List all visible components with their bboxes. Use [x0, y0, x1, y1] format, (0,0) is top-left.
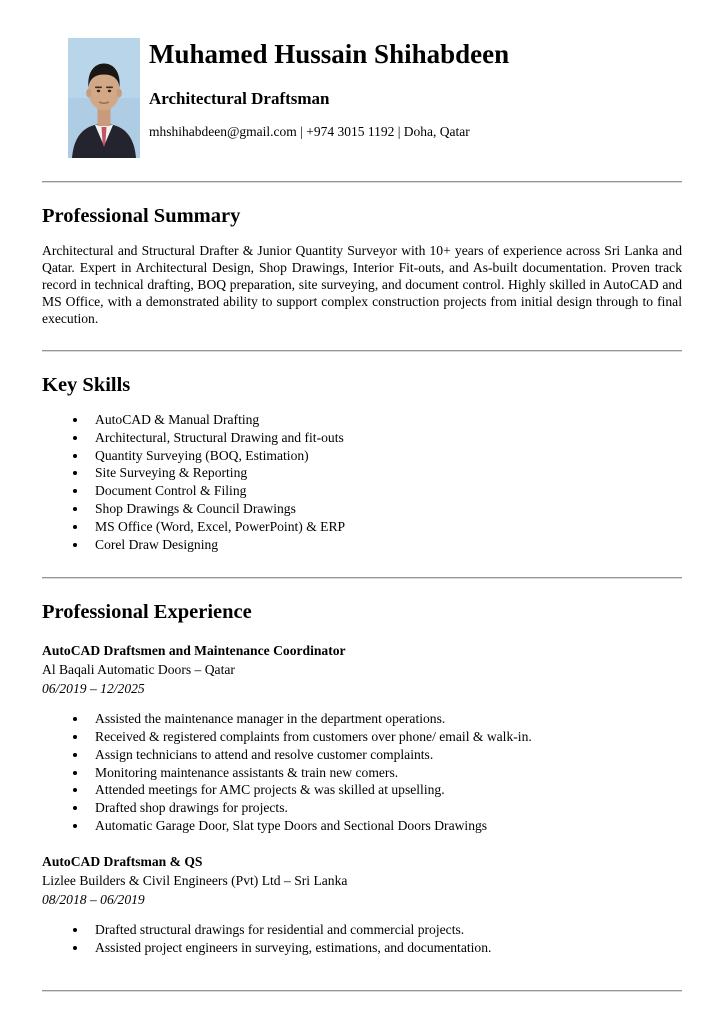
summary-heading: Professional Summary	[42, 205, 241, 227]
skill-item: • Corel Draw Designing	[88, 537, 682, 554]
job-bullet: • Drafted shop drawings for projects.	[88, 800, 682, 817]
job-bullet: • Automatic Garage Door, Slat type Doors and Sectional Doors Drawings	[88, 818, 682, 835]
skill-item: • Site Surveying & Reporting	[88, 465, 682, 482]
job-bullet-list	[42, 922, 682, 957]
job-bullet: • Received & registered complaints from customers over phone/ email & walk-in.	[88, 729, 682, 746]
contact-line: mhshihabdeen@gmail.com | +974 3015 1192 | Doha, Qatar	[149, 123, 470, 139]
section-professional-summary	[42, 204, 682, 327]
job-role: AutoCAD Draftsman & QS	[42, 854, 203, 870]
skills-heading: Key Skills	[42, 374, 131, 397]
job-role: AutoCAD Draftsmen and Maintenance Coordinator	[42, 643, 346, 659]
job-bullet: • Attended meetings for AMC projects & was skilled at upselling.	[88, 782, 682, 799]
divider-top	[42, 181, 682, 183]
job-bullet-list	[42, 711, 682, 835]
skill-item: • Shop Drawings & Council Drawings	[88, 501, 682, 518]
job-bullet: • Assisted the maintenance manager in the department operations.	[88, 711, 682, 728]
job-dates: 06/2019 – 12/2025	[42, 681, 145, 697]
job-entry	[42, 854, 682, 957]
experience-heading: Professional Experience	[42, 600, 252, 623]
job-company: Lizlee Builders & Civil Engineers (Pvt) Ltd – Sri Lanka	[42, 873, 348, 888]
job-entry	[42, 643, 682, 835]
skill-item: • AutoCAD & Manual Drafting	[88, 412, 682, 429]
skills-list	[42, 412, 682, 554]
profile-photo	[68, 38, 140, 158]
job-bullet: • Assisted project engineers in surveying, estimations, and documentation.	[88, 940, 682, 957]
divider-skills	[42, 577, 682, 579]
job-company: Al Baqali Automatic Doors – Qatar	[42, 662, 235, 678]
summary-text: Architectural and Structural Drafter & Junior Quantity Surveyor with 10+ years of experience across Sri Lanka and Qatar. Expert in Architectural Design, Shop Drawings, Interior Fit-outs, and As-built documentation. Proven track record in technical drafting, BOQ preparation, site surveying, and document control. Highly skilled in AutoCAD and MS Office, with a demonstrated ability to support complex construction projects from initial design through to final execution.	[42, 242, 682, 327]
skill-item: • Quantity Surveying (BOQ, Estimation)	[88, 448, 682, 465]
candidate-name: Muhamed Hussain Shihabdeen	[149, 39, 510, 69]
section-professional-experience	[42, 600, 682, 957]
job-bullet: • Assign technicians to attend and resolve customer complaints.	[88, 747, 682, 764]
skill-item: • MS Office (Word, Excel, PowerPoint) & ERP	[88, 519, 682, 536]
divider-summary	[42, 350, 682, 352]
candidate-title: Architectural Draftsman	[149, 88, 330, 108]
job-bullet: • Drafted structural drawings for residential and commercial projects.	[88, 922, 682, 939]
skill-item: • Architectural, Structural Drawing and fit-outs	[88, 430, 682, 447]
divider-bottom	[42, 990, 682, 992]
section-key-skills	[42, 373, 682, 553]
resume-header	[42, 38, 682, 158]
job-bullet: • Monitoring maintenance assistants & train new comers.	[88, 765, 682, 782]
skill-item: • Document Control & Filing	[88, 483, 682, 500]
job-dates: 08/2018 – 06/2019	[42, 891, 145, 907]
profile-photo-graphic	[68, 38, 140, 158]
header-text	[149, 38, 509, 140]
